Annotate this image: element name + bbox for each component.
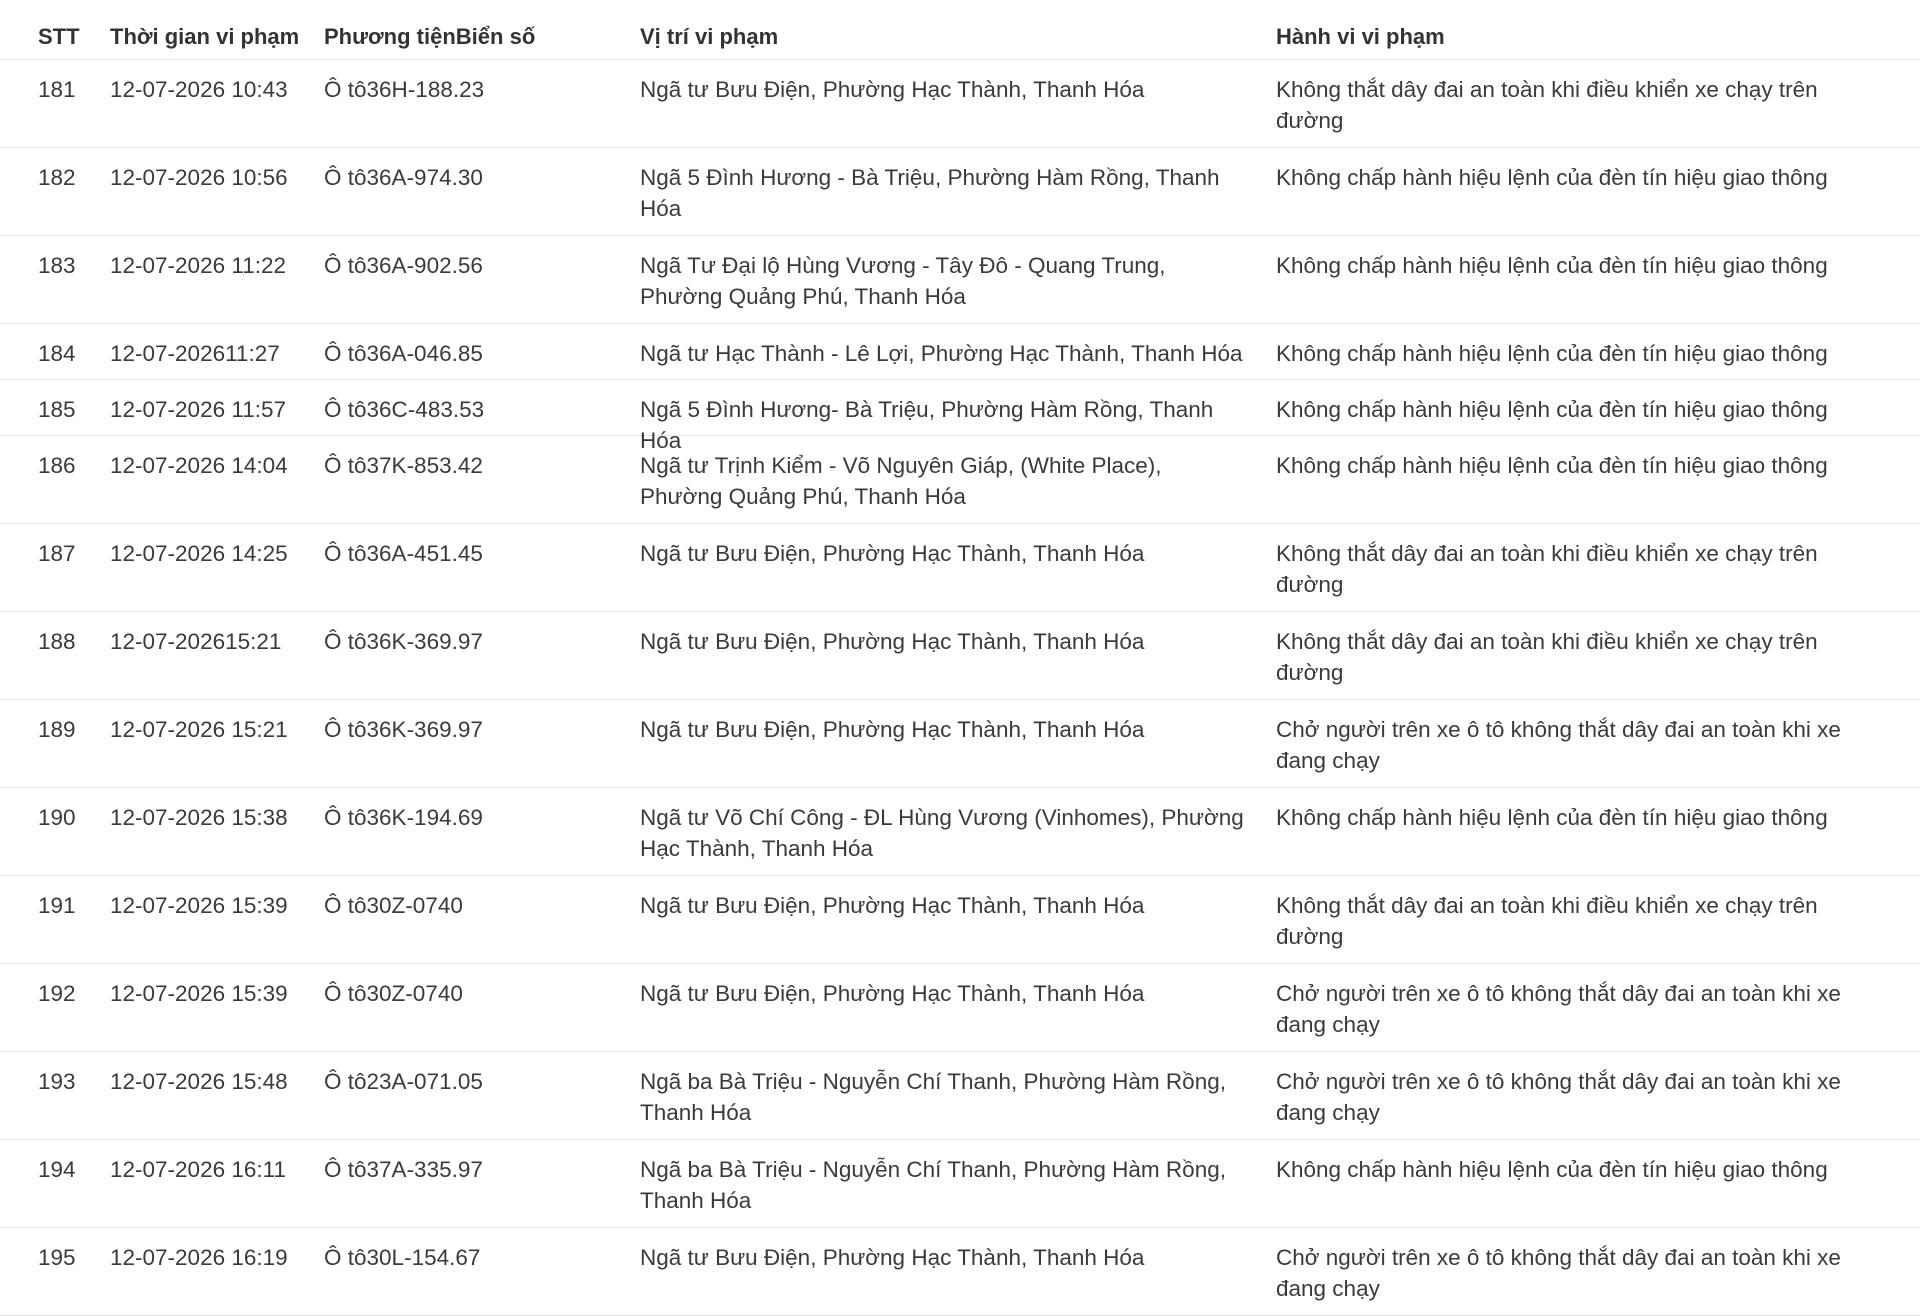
table-row — [0, 60, 1920, 148]
cell-vehicle — [324, 1242, 480, 1273]
cell-vehicle-type: Ô tô — [324, 453, 367, 478]
cell-vehicle-type: Ô tô — [324, 629, 367, 654]
cell-stt: 186 — [38, 453, 76, 478]
cell-vehicle-type: Ô tô — [324, 893, 367, 918]
table-row — [0, 380, 1920, 453]
cell-plate: 36K-194.69 — [366, 805, 483, 830]
cell-plate: 36A-902.56 — [366, 253, 483, 278]
cell-behavior: Không thắt dây đai an toàn khi điều khiển xe chạy trên đường — [1276, 629, 1818, 685]
cell-stt: 184 — [38, 341, 76, 366]
cell-location: Ngã tư Trịnh Kiểm - Võ Nguyên Giáp, (White Place), Phường Quảng Phú, Thanh Hóa — [640, 453, 1162, 509]
cell-time: 12-07-2026 15:48 — [110, 1069, 288, 1094]
cell-location: Ngã tư Bưu Điện, Phường Hạc Thành, Thanh Hóa — [640, 981, 1145, 1006]
cell-location: Ngã tư Hạc Thành - Lê Lợi, Phường Hạc Thành, Thanh Hóa — [640, 341, 1243, 366]
cell-location: Ngã tư Bưu Điện, Phường Hạc Thành, Thanh Hóa — [640, 717, 1145, 742]
cell-time: 12-07-2026 15:39 — [110, 981, 288, 1006]
cell-location: Ngã 5 Đình Hương - Bà Triệu, Phường Hàm Rồng, Thanh Hóa — [640, 165, 1220, 221]
cell-vehicle-type: Ô tô — [324, 1245, 367, 1270]
table-body — [0, 60, 1920, 1316]
cell-location: Ngã tư Bưu Điện, Phường Hạc Thành, Thanh Hóa — [640, 1245, 1145, 1270]
cell-location: Ngã 5 Đình Hương- Bà Triệu, Phường Hàm Rồng, Thanh Hóa — [640, 397, 1214, 453]
cell-time: 12-07-2026 10:56 — [110, 165, 288, 190]
cell-location: Ngã Tư Đại lộ Hùng Vương - Tây Đô - Quang Trung, Phường Quảng Phú, Thanh Hóa — [640, 253, 1166, 309]
cell-vehicle — [324, 802, 483, 833]
cell-time: 12-07-2026 16:19 — [110, 1245, 288, 1270]
cell-time: 12-07-2026 11:22 — [110, 253, 286, 278]
cell-behavior: Không chấp hành hiệu lệnh của đèn tín hiệu giao thông — [1276, 397, 1828, 422]
cell-vehicle-type: Ô tô — [324, 805, 367, 830]
cell-vehicle-type: Ô tô — [324, 1069, 367, 1094]
cell-behavior: Không thắt dây đai an toàn khi điều khiển xe chạy trên đường — [1276, 77, 1818, 133]
cell-time: 12-07-202611:27 — [110, 341, 280, 366]
cell-vehicle-type: Ô tô — [324, 77, 367, 102]
cell-stt: 192 — [38, 981, 76, 1006]
table-row — [0, 1140, 1920, 1228]
cell-location: Ngã tư Võ Chí Công - ĐL Hùng Vương (Vinhomes), Phường Hạc Thành, Thanh Hóa — [640, 805, 1244, 861]
cell-plate: 37K-853.42 — [366, 453, 483, 478]
table-row — [0, 1052, 1920, 1140]
table-header — [0, 0, 1920, 60]
cell-behavior: Không thắt dây đai an toàn khi điều khiển xe chạy trên đường — [1276, 541, 1818, 597]
column-header-plate: Biển số — [455, 24, 536, 49]
table-row — [0, 324, 1920, 380]
cell-behavior: Không chấp hành hiệu lệnh của đèn tín hiệu giao thông — [1276, 453, 1828, 478]
cell-plate: 36C-483.53 — [366, 397, 485, 422]
cell-stt: 195 — [38, 1245, 76, 1270]
cell-location: Ngã tư Bưu Điện, Phường Hạc Thành, Thanh Hóa — [640, 77, 1145, 102]
cell-time: 12-07-2026 16:11 — [110, 1157, 286, 1182]
cell-stt: 183 — [38, 253, 76, 278]
cell-behavior: Không chấp hành hiệu lệnh của đèn tín hiệu giao thông — [1276, 165, 1828, 190]
cell-vehicle-type: Ô tô — [324, 717, 367, 742]
cell-vehicle-type: Ô tô — [324, 981, 367, 1006]
cell-vehicle-type: Ô tô — [324, 165, 367, 190]
column-header-vehicle-type: Phương tiện — [324, 24, 456, 49]
cell-stt: 182 — [38, 165, 76, 190]
cell-vehicle-type: Ô tô — [324, 341, 367, 366]
cell-stt: 191 — [38, 893, 76, 918]
cell-time: 12-07-2026 14:04 — [110, 453, 288, 478]
cell-vehicle-type: Ô tô — [324, 1157, 367, 1182]
cell-plate: 36H-188.23 — [366, 77, 485, 102]
cell-vehicle — [324, 450, 483, 481]
cell-plate: 30Z-0740 — [366, 981, 463, 1006]
cell-stt: 193 — [38, 1069, 76, 1094]
cell-behavior: Chở người trên xe ô tô không thắt dây đai an toàn khi xe đang chạy — [1276, 717, 1841, 773]
cell-location: Ngã tư Bưu Điện, Phường Hạc Thành, Thanh Hóa — [640, 893, 1145, 918]
table-row — [0, 436, 1920, 524]
cell-behavior: Chở người trên xe ô tô không thắt dây đai an toàn khi xe đang chạy — [1276, 981, 1841, 1037]
cell-stt: 194 — [38, 1157, 76, 1182]
cell-vehicle — [324, 162, 483, 193]
cell-location: Ngã ba Bà Triệu - Nguyễn Chí Thanh, Phường Hàm Rồng, Thanh Hóa — [640, 1069, 1226, 1125]
column-header-vehicle — [324, 22, 535, 52]
cell-plate: 30L-154.67 — [366, 1245, 481, 1270]
table-row — [0, 1228, 1920, 1316]
cell-behavior: Chở người trên xe ô tô không thắt dây đai an toàn khi xe đang chạy — [1276, 1245, 1841, 1301]
cell-plate: 36A-974.30 — [366, 165, 483, 190]
cell-behavior: Chở người trên xe ô tô không thắt dây đai an toàn khi xe đang chạy — [1276, 1069, 1841, 1125]
cell-vehicle — [324, 538, 483, 569]
cell-time: 12-07-2026 11:57 — [110, 397, 286, 422]
cell-behavior: Không chấp hành hiệu lệnh của đèn tín hiệu giao thông — [1276, 253, 1828, 278]
table-row — [0, 148, 1920, 236]
cell-vehicle — [324, 890, 463, 921]
cell-behavior: Không chấp hành hiệu lệnh của đèn tín hiệu giao thông — [1276, 1157, 1828, 1182]
cell-vehicle — [324, 1154, 483, 1185]
cell-behavior: Không chấp hành hiệu lệnh của đèn tín hiệu giao thông — [1276, 341, 1828, 366]
cell-time: 12-07-202615:21 — [110, 629, 282, 654]
cell-time: 12-07-2026 14:25 — [110, 541, 288, 566]
column-header-stt: STT — [38, 24, 80, 49]
cell-time: 12-07-2026 15:39 — [110, 893, 288, 918]
cell-plate: 37A-335.97 — [366, 1157, 483, 1182]
table-row — [0, 876, 1920, 964]
cell-vehicle — [324, 978, 463, 1009]
column-header-location: Vị trí vi phạm — [640, 24, 779, 49]
cell-plate: 36K-369.97 — [366, 629, 483, 654]
cell-vehicle — [324, 394, 484, 425]
cell-plate: 36A-451.45 — [366, 541, 483, 566]
cell-plate: 30Z-0740 — [366, 893, 463, 918]
cell-vehicle-type: Ô tô — [324, 253, 367, 278]
cell-plate: 36K-369.97 — [366, 717, 483, 742]
cell-vehicle-type: Ô tô — [324, 397, 367, 422]
table-row — [0, 788, 1920, 876]
cell-time: 12-07-2026 15:21 — [110, 717, 288, 742]
cell-behavior: Không chấp hành hiệu lệnh của đèn tín hiệu giao thông — [1276, 805, 1828, 830]
cell-plate: 23A-071.05 — [366, 1069, 483, 1094]
cell-stt: 189 — [38, 717, 76, 742]
cell-location: Ngã tư Bưu Điện, Phường Hạc Thành, Thanh Hóa — [640, 541, 1145, 566]
cell-location: Ngã tư Bưu Điện, Phường Hạc Thành, Thanh Hóa — [640, 629, 1145, 654]
cell-vehicle — [324, 1066, 483, 1097]
table-row — [0, 524, 1920, 612]
cell-vehicle — [324, 626, 483, 657]
cell-time: 12-07-2026 15:38 — [110, 805, 288, 830]
cell-stt: 181 — [38, 77, 76, 102]
cell-vehicle — [324, 250, 483, 281]
cell-vehicle — [324, 338, 483, 369]
column-header-behavior: Hành vi vi phạm — [1276, 24, 1445, 49]
table-row — [0, 236, 1920, 324]
cell-plate: 36A-046.85 — [366, 341, 483, 366]
cell-stt: 187 — [38, 541, 76, 566]
cell-behavior: Không thắt dây đai an toàn khi điều khiển xe chạy trên đường — [1276, 893, 1818, 949]
table-row — [0, 700, 1920, 788]
cell-time: 12-07-2026 10:43 — [110, 77, 288, 102]
cell-location: Ngã ba Bà Triệu - Nguyễn Chí Thanh, Phường Hàm Rồng, Thanh Hóa — [640, 1157, 1226, 1213]
cell-stt: 188 — [38, 629, 76, 654]
table-row — [0, 612, 1920, 700]
cell-stt: 190 — [38, 805, 76, 830]
cell-stt: 185 — [38, 397, 76, 422]
cell-vehicle-type: Ô tô — [324, 541, 367, 566]
cell-vehicle — [324, 714, 483, 745]
table-row — [0, 964, 1920, 1052]
column-header-time: Thời gian vi phạm — [110, 24, 300, 49]
cell-vehicle — [324, 74, 484, 105]
